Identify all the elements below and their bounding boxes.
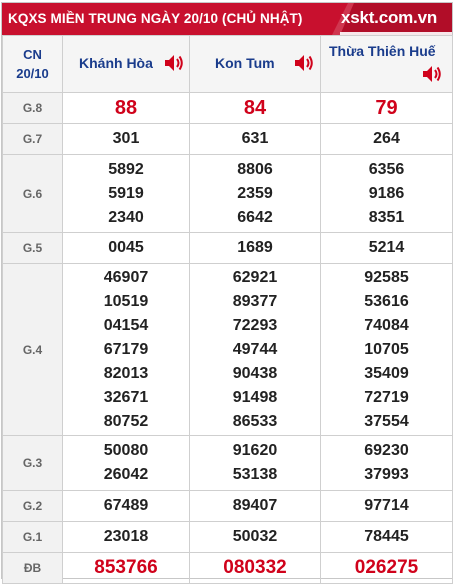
result-cell	[63, 155, 190, 233]
result-number: 0045	[108, 239, 144, 256]
result-number: 86533	[232, 412, 278, 430]
result-number: 50032	[232, 528, 278, 545]
province-header-0	[63, 36, 190, 93]
header-row	[3, 36, 453, 93]
prize-label: G.6	[3, 155, 63, 233]
prize-label: G.1	[3, 522, 63, 553]
date-label: 20/10	[16, 66, 49, 81]
result-number: 04154	[103, 316, 149, 334]
result-number: 23018	[103, 528, 149, 545]
result-number: 35409	[364, 364, 409, 382]
result-cell	[321, 491, 453, 522]
result-cell	[190, 522, 321, 553]
site-logo[interactable]	[326, 3, 452, 35]
result-number: 72293	[232, 316, 278, 334]
jackpot-number: 026275	[354, 557, 419, 578]
day-label: CN	[23, 47, 42, 62]
result-number: 26042	[103, 466, 149, 483]
result-number: 264	[373, 130, 400, 147]
result-number: 46907	[103, 268, 149, 286]
logo-text: xskt.com.vn	[340, 8, 438, 27]
result-number: 88	[114, 97, 138, 119]
speaker-icon[interactable]	[163, 53, 185, 73]
result-cell	[190, 264, 321, 436]
result-cell	[321, 553, 453, 584]
province-name-0: Khánh Hòa	[79, 55, 153, 71]
result-number: 50080	[103, 442, 149, 459]
prize-label: G.3	[3, 436, 63, 491]
result-number: 78445	[364, 528, 409, 545]
result-number: 6356	[368, 160, 405, 178]
result-number: 10705	[364, 340, 409, 358]
result-number: 72719	[364, 388, 409, 406]
result-cell	[63, 522, 190, 553]
prize-row-g8	[3, 93, 453, 124]
result-number: 1689	[237, 239, 273, 256]
prize-row-g5	[3, 233, 453, 264]
result-number: 97714	[364, 497, 409, 514]
prize-row-g2	[3, 491, 453, 522]
result-cell	[63, 233, 190, 264]
result-number: 8351	[368, 208, 405, 226]
prize-label: G.8	[3, 93, 63, 124]
result-number: 2359	[237, 184, 273, 202]
province-header-2	[321, 36, 453, 93]
result-number: 80752	[103, 412, 149, 430]
result-number: 37554	[364, 412, 409, 430]
result-number: 53616	[364, 292, 409, 310]
result-number: 91498	[232, 388, 278, 406]
result-number: 32671	[103, 388, 149, 406]
result-number: 74084	[364, 316, 409, 334]
result-number: 79	[375, 97, 398, 119]
result-number: 67489	[103, 497, 149, 514]
result-number: 5214	[368, 239, 405, 256]
result-cell	[190, 124, 321, 155]
result-number: 6642	[237, 208, 273, 226]
result-cell	[63, 436, 190, 491]
prize-label: G.5	[3, 233, 63, 264]
prize-label: G.2	[3, 491, 63, 522]
result-cell	[321, 155, 453, 233]
result-cell	[190, 436, 321, 491]
result-number: 5892	[108, 160, 144, 178]
prize-label: G.7	[3, 124, 63, 155]
prize-row-g7	[3, 124, 453, 155]
result-cell	[321, 233, 453, 264]
result-cell	[63, 491, 190, 522]
result-number: 89407	[232, 497, 278, 514]
result-number: 2340	[108, 208, 144, 226]
result-cell	[190, 155, 321, 233]
results-table	[2, 35, 453, 584]
result-number: 89377	[232, 292, 278, 310]
result-cell	[321, 93, 453, 124]
result-number: 91620	[232, 442, 278, 459]
result-number: 82013	[103, 364, 149, 382]
result-number: 90438	[232, 364, 278, 382]
result-number: 69230	[364, 442, 409, 459]
result-cell	[190, 93, 321, 124]
page-title: KQXS MIỀN TRUNG NGÀY 20/10 (CHỦ NHẬT)	[8, 11, 303, 26]
result-number: 8806	[237, 160, 273, 178]
results-panel	[1, 2, 453, 579]
prize-label: ĐB	[3, 553, 63, 584]
prize-row-g6	[3, 155, 453, 233]
result-number: 631	[241, 130, 269, 147]
result-cell	[190, 491, 321, 522]
date-cell	[3, 36, 63, 93]
result-cell	[190, 233, 321, 264]
result-cell	[190, 553, 321, 584]
result-number: 37993	[364, 466, 409, 483]
prize-label: G.4	[3, 264, 63, 436]
result-cell	[63, 93, 190, 124]
result-number: 92585	[364, 268, 409, 286]
result-number: 49744	[232, 340, 278, 358]
jackpot-number: 853766	[94, 557, 158, 578]
speaker-icon[interactable]	[421, 64, 443, 84]
result-cell	[321, 264, 453, 436]
province-name-1: Kon Tum	[215, 55, 275, 71]
prize-row-g4	[3, 264, 453, 436]
result-number: 62921	[232, 268, 278, 286]
prize-row-special	[3, 553, 453, 584]
speaker-icon[interactable]	[293, 53, 315, 73]
result-number: 10519	[103, 292, 149, 310]
result-number: 5919	[108, 184, 144, 202]
result-number: 9186	[368, 184, 405, 202]
province-name-2: Thừa Thiên Huế	[329, 43, 436, 59]
result-cell	[321, 522, 453, 553]
result-number: 67179	[103, 340, 149, 358]
prize-row-g3	[3, 436, 453, 491]
jackpot-number: 080332	[223, 557, 287, 578]
result-cell	[63, 124, 190, 155]
result-cell	[321, 436, 453, 491]
province-header-1	[190, 36, 321, 93]
prize-row-g1	[3, 522, 453, 553]
title-banner	[2, 3, 452, 35]
result-number: 84	[243, 97, 267, 119]
result-cell	[321, 124, 453, 155]
result-number: 53138	[232, 466, 278, 483]
result-cell	[63, 553, 190, 584]
result-cell	[63, 264, 190, 436]
result-number: 301	[112, 130, 140, 147]
